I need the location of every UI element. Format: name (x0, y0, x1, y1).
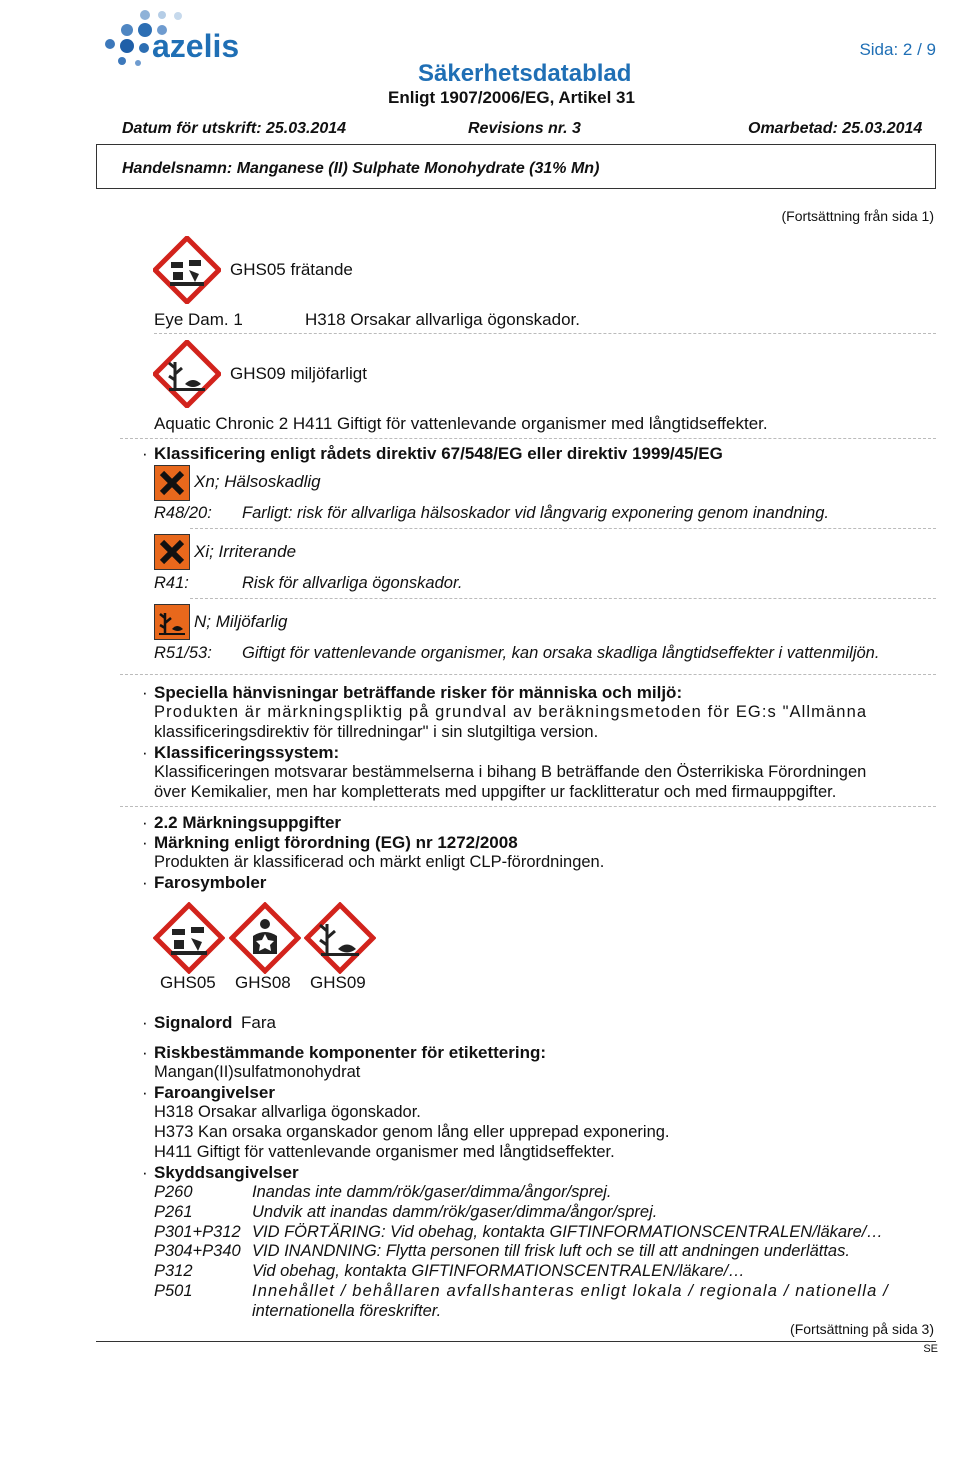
continued-from: (Fortsättning från sida 1) (781, 208, 934, 224)
footer-rule (96, 1341, 936, 1342)
precaution-code: P501 (154, 1282, 193, 1300)
bullet: · (142, 743, 148, 762)
divider (154, 333, 936, 334)
special-line-2: klassificeringsdirektiv för tillredningar" i sin slutgiltiga version. (154, 723, 599, 741)
revision-number: Revisions nr. 3 (468, 120, 581, 137)
print-date: Datum för utskrift: 25.03.2014 (122, 120, 347, 137)
precaution-code: P261 (154, 1203, 193, 1221)
precaution-code: P304+P340 (154, 1242, 241, 1260)
precaution-code: P260 (154, 1183, 193, 1201)
n-label: N; Miljöfarlig (194, 612, 288, 631)
left-rule (96, 144, 97, 188)
divider (190, 598, 936, 599)
signal-heading: Signalord (154, 1013, 233, 1032)
special-line-1: Produkten är märkningspliktig på grundval av beräkningsmetoden för EG:s "Allmänna (154, 703, 868, 721)
precaution-heading: Skyddsangivelser (154, 1163, 299, 1182)
ghs09-label: GHS09 miljöfarligt (230, 364, 367, 383)
precaution-code: P301+P312 (154, 1223, 241, 1241)
precaution-text: Inandas inte damm/rök/gaser/dimma/ångor/sprej. (252, 1183, 612, 1201)
azelis-logo (100, 8, 260, 68)
xi-irritant-icon (154, 534, 190, 570)
r48-code: R48/20: (154, 504, 212, 522)
continued-on: (Fortsättning på sida 3) (790, 1321, 934, 1337)
divider (120, 806, 936, 807)
page-number: Sida: 2 / 9 (859, 40, 936, 59)
r41-text: Risk för allvarliga ögonskador. (242, 574, 463, 592)
pictogram-label-ghs05: GHS05 (160, 973, 216, 992)
section-2-2: 2.2 Märkningsuppgifter (154, 813, 342, 832)
divider (120, 438, 936, 439)
hazard-heading: Faroangivelser (154, 1083, 275, 1102)
aquatic-chronic: Aquatic Chronic 2 H411 Giftigt för vattenlevande organismer med långtidseffekter. (154, 414, 768, 433)
r51-text: Giftigt för vattenlevande organismer, kan orsaka skadliga långtidseffekter i vattenmiljön. (242, 644, 880, 662)
system-line-1: Klassificeringen motsvarar bestämmelserna i bihang B beträffande den Österrikiska Förordningen (154, 763, 867, 781)
revised-date: Omarbetad: 25.03.2014 (748, 120, 923, 137)
bullet: · (142, 683, 148, 702)
ghs05-corrosion-icon (153, 236, 221, 304)
bullet: · (142, 1083, 148, 1102)
special-heading: Speciella hänvisningar beträffande risker för människa och miljö: (154, 683, 683, 702)
precaution-text: Innehållet / behållaren avfallshanteras enligt lokala / regionala / nationella / (252, 1282, 889, 1300)
component-name: Mangan(II)sulfatmonohydrat (154, 1063, 361, 1081)
hazard-statement: H373 Kan orsaka organskador genom lång eller upprepad exponering. (154, 1123, 670, 1141)
regulation-heading: Märkning enligt förordning (EG) nr 1272/2008 (154, 833, 518, 852)
document-title: Säkerhetsdatablad (418, 60, 632, 87)
n-dangerous-environment-icon (154, 604, 190, 640)
symbols-heading: Farosymboler (154, 873, 267, 892)
trade-name-rule (96, 188, 936, 189)
r51-code: R51/53: (154, 644, 212, 662)
eye-dam-code: Eye Dam. 1 (154, 310, 243, 329)
bullet: · (142, 813, 148, 832)
system-heading: Klassificeringssystem: (154, 743, 340, 762)
divider (190, 528, 936, 529)
eye-dam-text: H318 Orsakar allvarliga ögonskador. (305, 310, 580, 329)
precaution-text: VID INANDNING: Flytta personen till frisk luft och se till att andningen underlättas. (252, 1242, 850, 1260)
right-rule (935, 144, 936, 188)
xn-harmful-icon (154, 465, 190, 501)
r41-code: R41: (154, 574, 189, 592)
ghs09-pictogram-icon (304, 902, 376, 974)
precaution-text: Undvik att inandas damm/rök/gaser/dimma/ångor/sprej. (252, 1203, 658, 1221)
precaution-text: VID FÖRTÄRING: Vid obehag, kontakta GIFTINFORMATIONSCENTRALEN/läkare/… (252, 1223, 883, 1241)
bullet: · (142, 444, 148, 463)
xn-label: Xn; Hälsoskadlig (194, 472, 321, 491)
header-rule (96, 144, 936, 145)
precaution-code: P312 (154, 1262, 193, 1280)
bullet: · (142, 1043, 148, 1062)
ghs05-label: GHS05 frätande (230, 260, 353, 279)
classification-heading: Klassificering enligt rådets direktiv 67/548/EG eller direktiv 1999/45/EG (154, 444, 723, 463)
ghs05-pictogram-icon (153, 902, 225, 974)
bullet: · (142, 873, 148, 892)
ghs08-health-hazard-icon (229, 902, 301, 974)
document-subtitle: Enligt 1907/2006/EG, Artikel 31 (388, 88, 635, 107)
ghs09-environment-icon (153, 340, 221, 408)
hazard-statement: H318 Orsakar allvarliga ögonskador. (154, 1103, 421, 1121)
bullet: · (142, 1013, 148, 1032)
bullet: · (142, 1163, 148, 1182)
bullet: · (142, 833, 148, 852)
precaution-text: internationella föreskrifter. (252, 1302, 442, 1320)
regulation-text: Produkten är klassificerad och märkt enligt CLP-förordningen. (154, 853, 605, 871)
hazard-statement: H411 Giftigt för vattenlevande organismer med långtidseffekter. (154, 1143, 615, 1161)
system-line-2: över Kemikalier, men har kompletterats med uppgifter ur facklitteratur och med firmauppgifter. (154, 783, 837, 801)
pictogram-label-ghs09: GHS09 (310, 973, 366, 992)
components-heading: Riskbestämmande komponenter för etikettering: (154, 1043, 547, 1062)
trade-name: Handelsnamn: Manganese (II) Sulphate Monohydrate (31% Mn) (122, 160, 600, 177)
divider (120, 674, 936, 675)
r48-text: Farligt: risk för allvarliga hälsoskador vid långvarig exponering genom inandning. (242, 504, 829, 522)
xi-label: Xi; Irriterande (194, 542, 297, 561)
pictogram-label-ghs08: GHS08 (235, 973, 291, 992)
country-code: SE (923, 1343, 938, 1355)
precaution-text: Vid obehag, kontakta GIFTINFORMATIONSCENTRALEN/läkare/… (252, 1262, 745, 1280)
signal-word: Fara (241, 1013, 276, 1032)
logo-wordmark: azelis (152, 28, 240, 64)
